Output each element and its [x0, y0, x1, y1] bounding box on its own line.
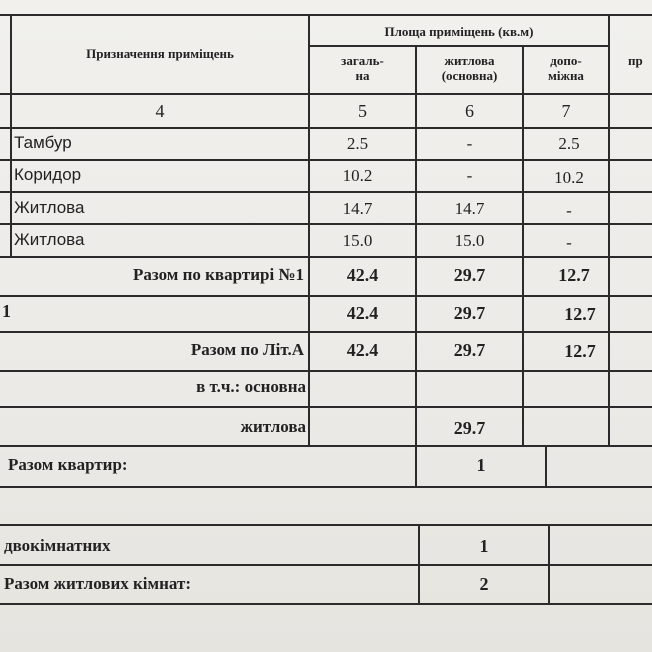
rule [0, 191, 652, 193]
rule [0, 223, 652, 225]
total-apartment-label: Разом по квартирі №1 [132, 265, 304, 284]
rule [308, 45, 608, 47]
total-lit-aux: 12.7 [564, 341, 596, 361]
room-living: - [466, 134, 473, 153]
total-lit-total: 42.4 [346, 340, 379, 360]
rule [0, 14, 652, 16]
rule [0, 331, 652, 333]
room-living: - [466, 166, 473, 185]
header-aux: допо- міжна [548, 53, 584, 83]
col-number-5: 5 [358, 101, 367, 121]
room-total: 15.0 [342, 231, 373, 250]
room-name: Тамбур [14, 133, 72, 152]
room-aux: 2.5 [558, 134, 580, 153]
header-purpose: Призначення приміщень [86, 46, 234, 61]
row-one-total: 42.4 [346, 303, 379, 323]
room-name: Житлова [14, 198, 85, 217]
two-room-label: двокімнатних [4, 536, 111, 555]
living-value: 29.7 [453, 418, 486, 438]
two-room-value: 1 [479, 536, 489, 556]
header-cut-column: пр [628, 53, 643, 68]
apartments-total-value: 1 [476, 455, 486, 475]
header-total: загаль- на [341, 53, 384, 83]
room-total: 14.7 [342, 199, 373, 218]
total-lit-label: Разом по Літ.А [190, 340, 304, 359]
room-aux: - [566, 233, 572, 252]
room-name: Коридор [14, 165, 82, 184]
rule [0, 93, 652, 95]
rule [0, 486, 652, 488]
rule [0, 524, 652, 526]
col-number-6: 6 [465, 101, 474, 121]
room-aux: - [566, 201, 572, 220]
col-number-4: 4 [155, 101, 165, 121]
rule [0, 159, 652, 161]
total-apartment-aux: 12.7 [558, 265, 590, 285]
rule [548, 524, 550, 604]
total-apartment-total: 42.4 [346, 265, 379, 285]
header-area-group: Площа приміщень (кв.м) [384, 24, 534, 39]
room-living: 15.0 [454, 231, 485, 250]
living-rooms-total-label: Разом житлових кімнат: [4, 574, 191, 593]
col-number-7: 7 [561, 101, 571, 121]
rule [0, 564, 652, 566]
header-living: житлова (основна) [441, 53, 498, 83]
room-total: 2.5 [346, 134, 369, 153]
rule [0, 445, 652, 447]
living-rooms-total-value: 2 [479, 574, 489, 594]
incl-main-label: в т.ч.: основна [196, 377, 306, 396]
total-lit-living: 29.7 [453, 340, 486, 360]
rule [0, 370, 652, 372]
apartments-total-label: Разом квартир: [8, 455, 128, 474]
room-living: 14.7 [454, 199, 485, 218]
total-apartment-living: 29.7 [453, 265, 486, 285]
rule [0, 256, 652, 258]
rule [545, 445, 547, 487]
rule [608, 14, 610, 446]
room-total: 10.2 [342, 166, 373, 185]
rule [10, 14, 12, 256]
row-one-aux: 12.7 [564, 304, 596, 324]
room-aux: 10.2 [554, 168, 584, 187]
row-one-living: 29.7 [453, 303, 486, 323]
rule [0, 127, 652, 129]
room-name: Житлова [14, 230, 85, 249]
rule [0, 603, 652, 605]
rule [0, 406, 652, 408]
row-one-label: 1 [2, 301, 11, 321]
rule [0, 295, 652, 297]
living-label: житлова [240, 417, 306, 436]
